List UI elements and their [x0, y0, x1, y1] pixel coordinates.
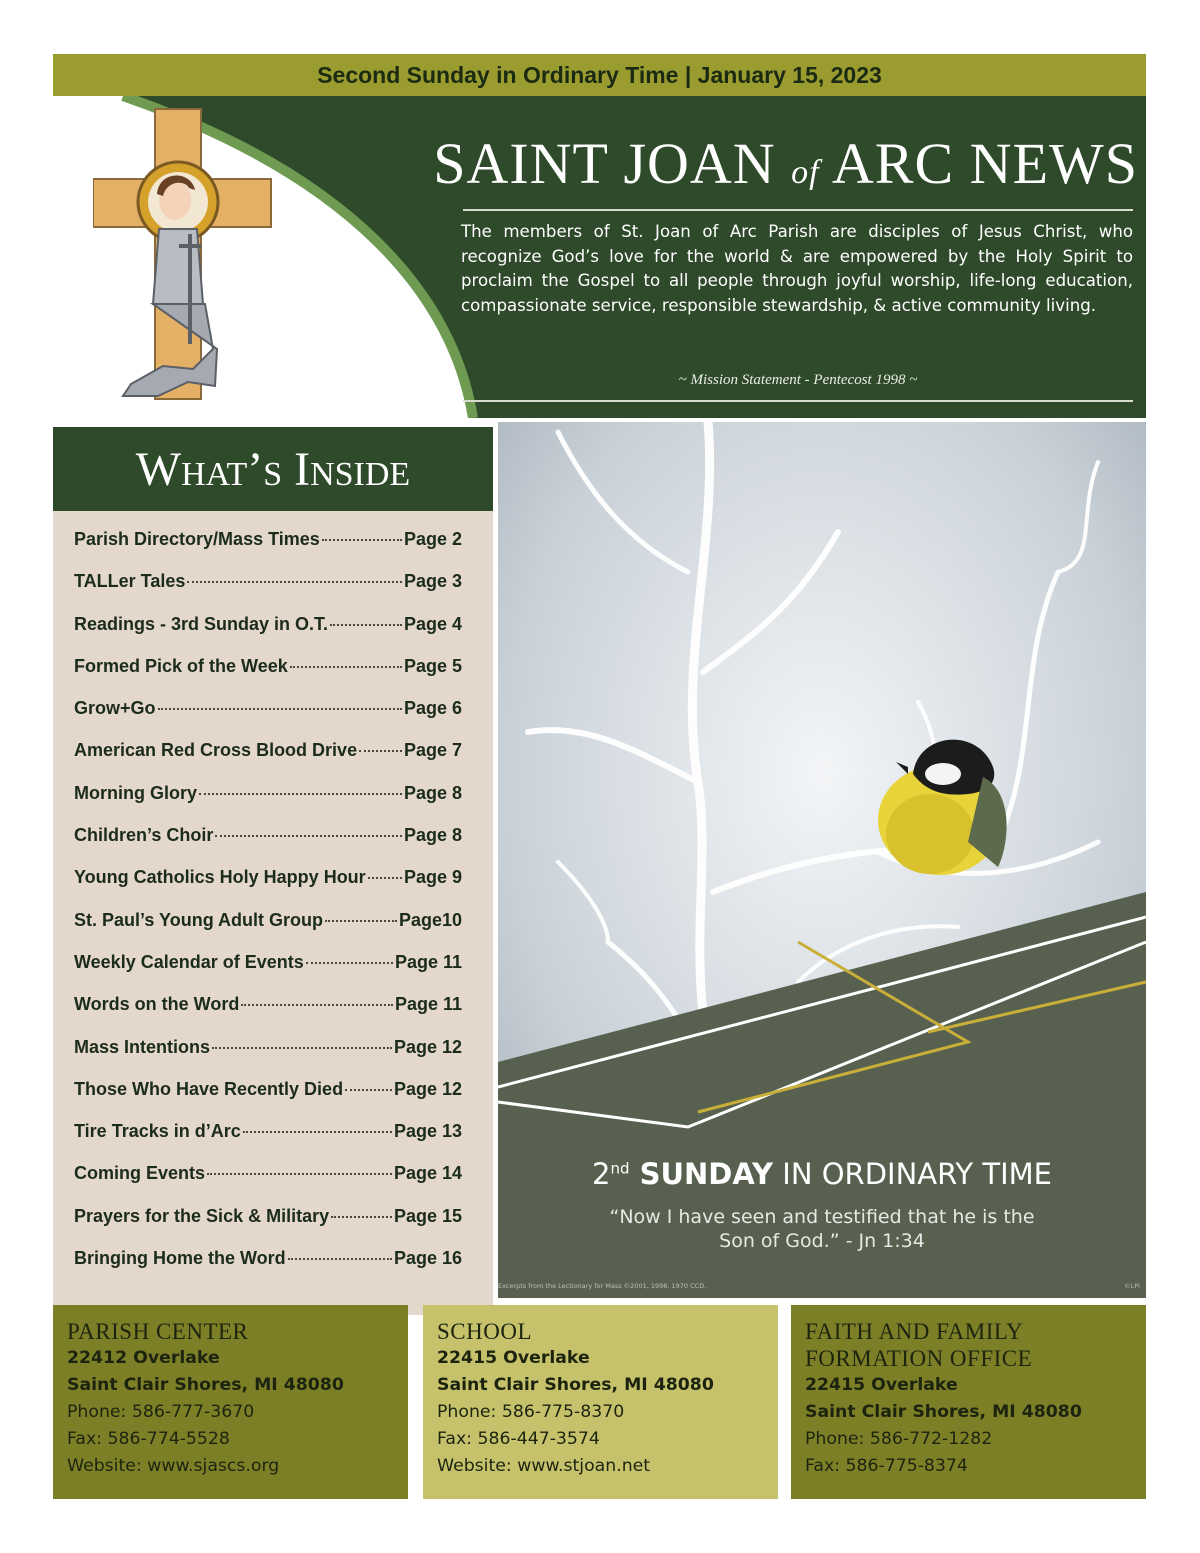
toc-leader-dots [243, 1131, 392, 1133]
toc-item-title: Words on the Word [74, 994, 240, 1015]
toc-leader-dots [345, 1089, 392, 1091]
toc-leader-dots [306, 962, 393, 964]
toc-item-title: Grow+Go [74, 698, 156, 719]
toc-item[interactable] [53, 952, 493, 994]
toc-item-page: Page 12 [393, 1078, 462, 1099]
toc-item-page: Page 11 [394, 994, 462, 1015]
contact-website[interactable]: Website: www.stjoan.net [437, 1456, 651, 1476]
school-contact [423, 1305, 778, 1499]
toc-item-page: Page 4 [403, 613, 462, 634]
toc-item-title: Weekly Calendar of Events [74, 951, 304, 972]
toc-leader-dots [158, 708, 402, 710]
toc-item-title: American Red Cross Blood Drive [74, 740, 358, 761]
faith-formation-contact [791, 1305, 1146, 1499]
whats-inside-list [53, 511, 493, 1315]
title-number: 2 [592, 1157, 611, 1191]
title-rest: IN ORDINARY TIME [773, 1157, 1052, 1191]
header-date-text: Second Sunday in Ordinary Time | January 15, 2023 [317, 61, 882, 88]
toc-leader-dots [359, 750, 402, 752]
toc-leader-dots [215, 835, 402, 837]
contact-fax: Fax: 586-447-3574 [437, 1429, 600, 1449]
toc-item-page: Page 6 [403, 698, 462, 719]
quote-line-1: “Now I have seen and testified that he is the [609, 1206, 1035, 1228]
toc-leader-dots [288, 1258, 392, 1260]
toc-item-title: Parish Directory/Mass Times [74, 529, 320, 549]
toc-leader-dots [207, 1173, 392, 1175]
title-ordinal: nd [610, 1159, 630, 1178]
toc-leader-dots [199, 793, 402, 795]
toc-item-title: Young Catholics Holy Happy Hour [74, 867, 366, 888]
toc-item-title: Prayers for the Sick & Military [74, 1205, 330, 1226]
newsletter-title [348, 130, 1138, 200]
lectionary-credit: Excerpts from the Lectionary for Mass ©2001, 1998, 1970 CCD. [498, 1282, 707, 1290]
toc-item-page: Page 5 [403, 655, 462, 676]
toc-item-page: Page 7 [403, 740, 462, 761]
contact-phone: Phone: 586-775-8370 [437, 1402, 625, 1422]
contact-address: 22415 Overlake [805, 1375, 958, 1395]
toc-leader-dots [187, 581, 402, 583]
toc-item[interactable] [53, 1121, 493, 1163]
header-date-bar [53, 54, 1146, 96]
toc-item-title: Formed Pick of the Week [74, 655, 288, 676]
title-sunday: SUNDAY [629, 1157, 774, 1191]
toc-item[interactable] [53, 1037, 493, 1079]
toc-item-title: Tire Tracks in d’Arc [74, 1121, 241, 1142]
title-of: of [791, 154, 820, 191]
toc-item-title: Coming Events [74, 1163, 206, 1184]
toc-item-page: Page 12 [393, 1036, 462, 1057]
toc-item-title: Mass Intentions [74, 1036, 211, 1057]
mission-statement: The members of St. Joan of Arc Parish are disciples of Jesus Christ, who recognize God’s love for the world & are empowered by the Holy Spirit to proclaim the Gospel to all people through joyful worship, life-long education, compassionate service, responsible stewardship, & active community living. [461, 222, 1133, 315]
contact-heading: SCHOOL [437, 1319, 533, 1344]
contact-heading-line-2: FORMATION OFFICE [805, 1346, 1033, 1371]
title-part-1: SAINT JOAN [433, 131, 792, 196]
toc-leader-dots [241, 1004, 393, 1006]
toc-item-page: Page 8 [403, 825, 462, 846]
toc-item[interactable] [53, 1163, 493, 1205]
toc-item[interactable] [53, 1248, 493, 1290]
contact-website[interactable]: Website: www.sjascs.org [67, 1456, 280, 1476]
toc-item-title: St. Paul’s Young Adult Group [74, 909, 323, 930]
toc-item-page: Page 16 [393, 1248, 462, 1269]
contact-phone: Phone: 586-772-1282 [805, 1429, 993, 1449]
toc-item-page: Page 13 [393, 1121, 462, 1142]
toc-item-title: Morning Glory [74, 782, 197, 803]
contact-heading-line-1: FAITH AND FAMILY [805, 1319, 1024, 1344]
contact-city: Saint Clair Shores, MI 48080 [67, 1375, 344, 1395]
toc-leader-dots [322, 539, 402, 541]
toc-item[interactable] [53, 614, 493, 656]
whats-inside-heading: What’s Inside [53, 427, 493, 511]
toc-item-page: Page 8 [403, 782, 462, 803]
title-part-2: ARC NEWS [819, 131, 1138, 196]
toc-item-title: Those Who Have Recently Died [74, 1078, 344, 1099]
toc-item-title: Children’s Choir [74, 825, 214, 846]
toc-item-title: Bringing Home the Word [74, 1248, 286, 1269]
masthead-banner [53, 96, 1146, 418]
toc-item-title: Readings - 3rd Sunday in O.T. [74, 613, 329, 634]
toc-item[interactable] [53, 529, 493, 571]
contact-address: 22412 Overlake [67, 1348, 220, 1368]
contact-address: 22415 Overlake [437, 1348, 590, 1368]
toc-item[interactable] [53, 825, 493, 867]
contact-city: Saint Clair Shores, MI 48080 [805, 1402, 1082, 1422]
toc-leader-dots [330, 624, 402, 626]
toc-item[interactable] [53, 698, 493, 740]
toc-item-page: Page 2 [403, 529, 462, 549]
toc-leader-dots [212, 1047, 392, 1049]
contact-city: Saint Clair Shores, MI 48080 [437, 1375, 714, 1395]
sunday-feature-title [498, 1157, 1146, 1191]
toc-leader-dots [368, 877, 402, 879]
mission-top-rule [463, 209, 1133, 211]
toc-leader-dots [325, 920, 397, 922]
saint-joan-cross-logo [93, 104, 273, 409]
toc-item[interactable] [53, 571, 493, 613]
quote-line-2: Son of God.” - Jn 1:34 [719, 1230, 925, 1252]
toc-item[interactable] [53, 656, 493, 698]
parish-center-contact [53, 1305, 408, 1499]
toc-item-page: Page 14 [393, 1163, 462, 1184]
contact-phone: Phone: 586-777-3670 [67, 1402, 255, 1422]
contact-fax: Fax: 586-775-8374 [805, 1456, 968, 1476]
contact-heading: PARISH CENTER [67, 1319, 249, 1344]
toc-item-page: Page 11 [394, 951, 462, 972]
toc-item-page: Page 9 [403, 867, 462, 888]
contact-fax: Fax: 586-774-5528 [67, 1429, 230, 1449]
toc-leader-dots [290, 666, 402, 668]
mission-bottom-rule [463, 400, 1133, 402]
toc-item[interactable] [53, 1206, 493, 1248]
toc-item[interactable] [53, 910, 493, 952]
mission-citation: ~ Mission Statement - Pentecost 1998 ~ [678, 372, 918, 388]
toc-item[interactable] [53, 867, 493, 909]
lpi-credit: ©LPi [1124, 1282, 1140, 1290]
toc-item[interactable] [53, 740, 493, 782]
toc-item[interactable] [53, 783, 493, 825]
scripture-quote [498, 1205, 1146, 1253]
toc-item[interactable] [53, 994, 493, 1036]
toc-item-title: TALLer Tales [74, 571, 186, 592]
toc-item-page: Page 15 [393, 1205, 462, 1226]
sunday-feature-image [498, 422, 1146, 1298]
toc-item-page: Page 3 [403, 571, 462, 592]
toc-leader-dots [331, 1216, 392, 1218]
toc-item-page: Page10 [398, 909, 462, 930]
toc-item[interactable] [53, 1079, 493, 1121]
